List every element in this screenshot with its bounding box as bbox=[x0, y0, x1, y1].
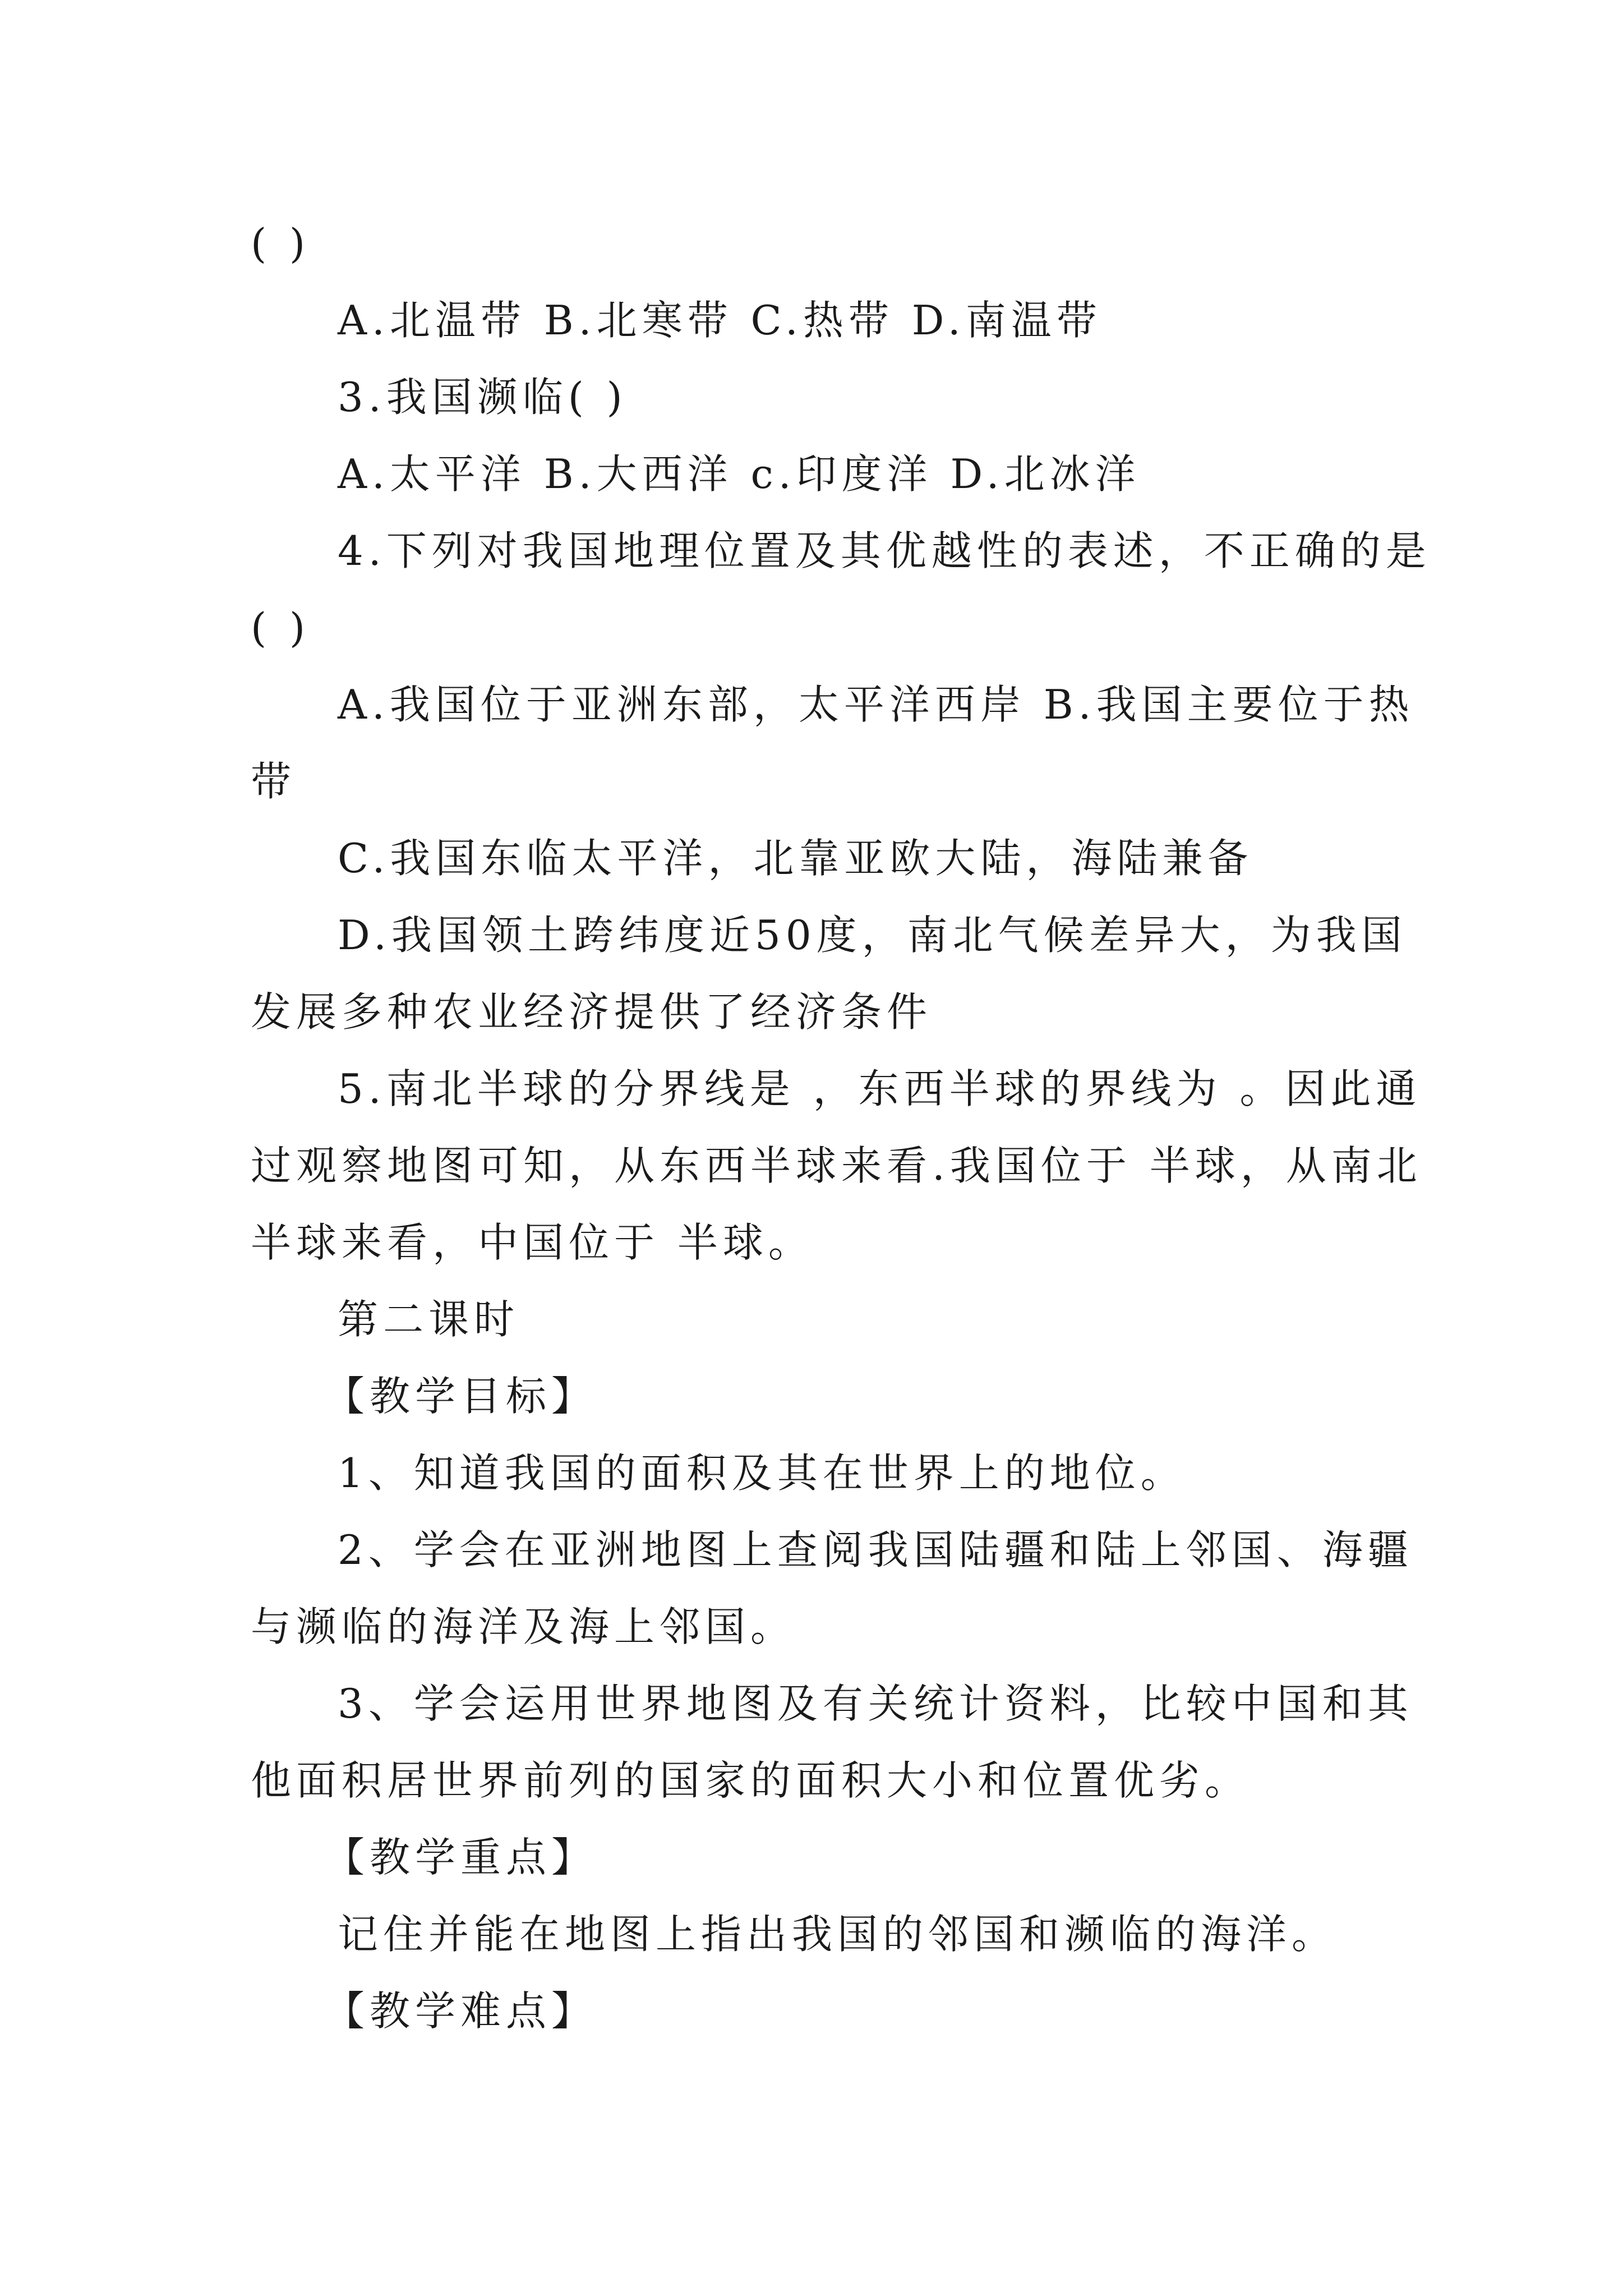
question-4: 4.下列对我国地理位置及其优越性的表述，不正确的是 bbox=[338, 527, 1431, 574]
question-4-option-a-b: A.我国位于亚洲东部，太平洋西岸 B.我国主要位于热 bbox=[338, 681, 1414, 728]
question-5-cont-2: 半球来看，中国位于 半球。 bbox=[251, 1219, 814, 1266]
section-heading-difficulties: 【教学难点】 bbox=[324, 1987, 597, 2035]
objective-3: 3、学会运用世界地图及有关统计资料，比较中国和其 bbox=[338, 1680, 1413, 1727]
lesson-heading: 第二课时 bbox=[338, 1296, 520, 1343]
question-4-option-c: C.我国东临太平洋，北靠亚欧大陆，海陆兼备 bbox=[338, 835, 1253, 882]
question-4-option-d: D.我国领土跨纬度近50度，南北气候差异大，为我国 bbox=[338, 912, 1407, 959]
answer-blank: ( ) bbox=[251, 220, 311, 267]
question-4-option-b-cont: 带 bbox=[251, 758, 297, 805]
question-5: 5.南北半球的分界线是 ，东西半球的界线为 。因此通 bbox=[338, 1065, 1422, 1112]
question-2-options: A.北温带 B.北寒带 C.热带 D.南温带 bbox=[338, 297, 1102, 344]
objective-1: 1、知道我国的面积及其在世界上的地位。 bbox=[338, 1450, 1186, 1497]
answer-blank: ( ) bbox=[251, 604, 311, 651]
objective-3-cont: 他面积居世界前列的国家的面积大小和位置优劣。 bbox=[251, 1757, 1251, 1804]
question-3: 3.我国濒临( ) bbox=[338, 374, 628, 421]
objective-2: 2、学会在亚洲地图上查阅我国陆疆和陆上邻国、海疆 bbox=[338, 1526, 1413, 1573]
section-heading-key-points: 【教学重点】 bbox=[324, 1834, 597, 1881]
key-point-text: 记住并能在地图上指出我国的邻国和濒临的海洋。 bbox=[338, 1911, 1338, 1958]
question-4-option-d-cont: 发展多种农业经济提供了经济条件 bbox=[251, 988, 933, 1036]
question-5-cont-1: 过观察地图可知，从东西半球来看.我国位于 半球，从南北 bbox=[251, 1142, 1422, 1189]
section-heading-objectives: 【教学目标】 bbox=[324, 1373, 597, 1420]
question-3-options: A.太平洋 B.大西洋 c.印度洋 D.北冰洋 bbox=[338, 450, 1141, 498]
objective-2-cont: 与濒临的海洋及海上邻国。 bbox=[251, 1603, 796, 1650]
